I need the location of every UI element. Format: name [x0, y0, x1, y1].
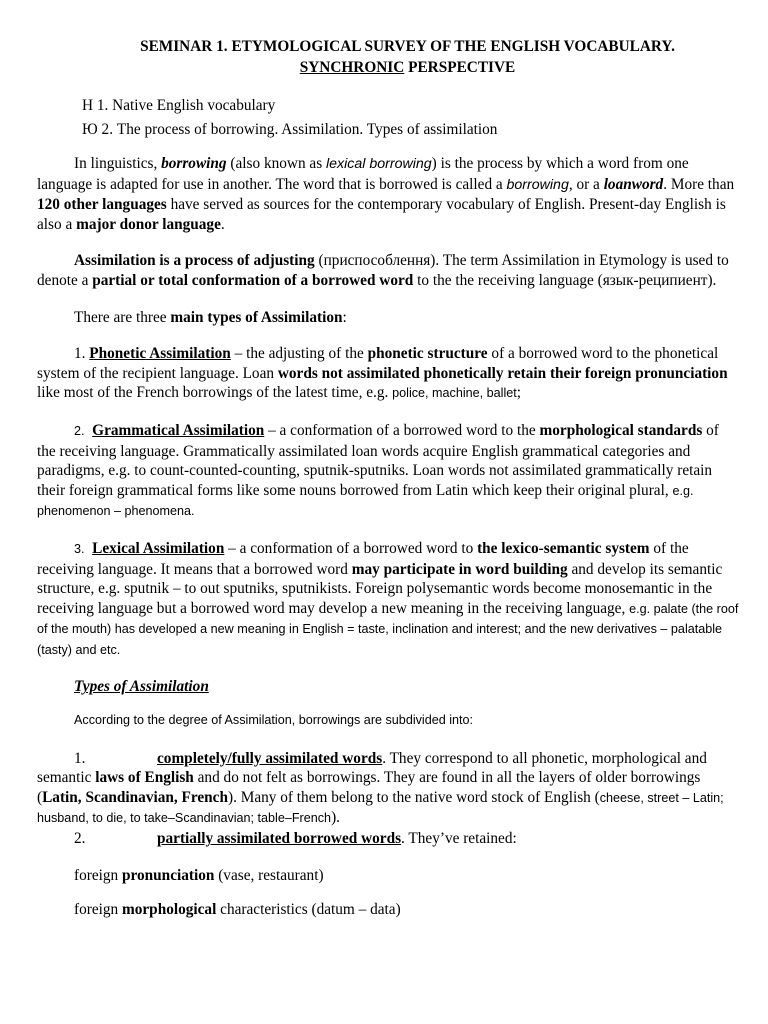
text: (vase, restaurant) — [214, 866, 324, 884]
text: of a borrowed word to the phonetical system of the recipient language. Loan — [37, 345, 719, 382]
bold-conformation: partial or total conformation of a borrowed word — [92, 271, 414, 289]
text: . They’ve retained: — [401, 830, 517, 848]
retained-morphological — [74, 900, 740, 920]
grammatical-assimilation-item — [37, 421, 740, 522]
bold-not-assimilated: words not assimilated phonetically retain their foreign pronunciation — [277, 364, 728, 382]
retained-pronunciation — [74, 866, 740, 886]
types-intro: According to the degree of Assimilation, borrowings are subdivided into: — [74, 713, 474, 728]
bold-phonetic-structure: phonetic structure — [367, 345, 488, 363]
text: have served as sources for the contemporary vocabulary of English. Present-day English is also a — [37, 196, 726, 233]
term-borrowing: borrowing — [161, 155, 227, 172]
text: ). Many of them belong to the native word stock of English ( — [227, 788, 600, 806]
fully-assimilated-item — [37, 749, 740, 829]
partially-assimilated-item — [37, 829, 740, 849]
text: . — [220, 215, 225, 233]
text: . More than — [663, 175, 735, 193]
bold-morphological: morphological standards — [539, 421, 703, 439]
example-text: police, machine, ballet — [392, 386, 517, 401]
item-number: 2. — [74, 830, 86, 848]
bold-morphological-2: morphological — [122, 901, 217, 919]
text: In linguistics, — [74, 155, 162, 172]
text: There are three — [74, 308, 171, 326]
text: to the the receiving language (язык-реципиент). — [413, 271, 717, 289]
term-lexical-borrowing: lexical borrowing — [326, 156, 432, 172]
text: of the receiving language. It means that a borrowed word — [37, 539, 689, 578]
text: ) is the process by which a word from one language is adapted for use in another. The word that is borrowed is called a — [37, 155, 689, 193]
text: and do not felt as borrowings. They are found in all the layers of older borrowings ( — [37, 769, 701, 806]
heading-grammatical: Grammatical Assimilation — [92, 421, 265, 439]
title-line-2 — [75, 57, 740, 78]
bold-laws: laws of English — [95, 769, 194, 787]
title-line-1: SEMINAR 1. ETYMOLOGICAL SURVEY OF THE ENGLISH VOCABULARY. — [140, 38, 675, 55]
topics-list — [37, 95, 740, 141]
item-number: 2. — [74, 423, 85, 438]
item-number: 1. — [74, 749, 86, 767]
example-text: e.g. phenomenon – phenomena. — [37, 483, 694, 519]
term-borrowing-2: borrowing — [506, 176, 569, 193]
text: and develop its semantic structure, e.g. sputnik – to out sputniks, sputnikists. Foreign polysemantic words become monosemantic in the receiving language but a borrowed word may develop a new meaning in the receiving language, — [37, 560, 723, 617]
text: , or a — [568, 175, 604, 193]
example-text: e.g. palate (the roof of the mouth) has developed a new meaning in English = taste, inclination and interest; and the new derivatives – palatable (tasty) and etc. — [37, 601, 739, 657]
bold-main-types: main types of Assimilation — [170, 308, 343, 326]
phonetic-assimilation-item — [37, 344, 740, 404]
heading-phonetic: Phonetic Assimilation — [89, 345, 231, 363]
title-synchronic: SYNCHRONIC — [299, 59, 405, 76]
term-loanword: loanword — [603, 175, 664, 193]
text: ). — [331, 809, 340, 827]
item-number: 1. — [74, 345, 90, 363]
text: : — [342, 308, 347, 326]
bold-languages: 120 other languages — [37, 196, 167, 214]
topic-1: Н 1. Native English vocabulary — [82, 97, 276, 114]
bold-lexico-semantic: the lexico-semantic system — [477, 539, 650, 557]
page-title — [75, 36, 740, 78]
text: – a conformation of a borrowed word to — [224, 539, 478, 557]
bold-pronunciation: pronunciation — [122, 866, 215, 884]
text: – the adjusting of the — [230, 345, 368, 363]
text: like most of the French borrowings of the latest time, e.g. — [37, 384, 393, 402]
text: – a conformation of a borrowed word to the — [264, 421, 540, 439]
bold-assimilation: Assimilation is a process of adjusting — [74, 252, 315, 270]
three-types-paragraph — [37, 308, 740, 328]
lexical-assimilation-item — [37, 539, 740, 661]
types-heading: Types of Assimilation — [74, 678, 209, 696]
bold-word-building: may participate in word building — [351, 560, 568, 578]
borrowing-paragraph — [37, 154, 740, 234]
example-text: cheese, street – Latin; husband, to die, to take–Scandinavian; table–French — [37, 790, 724, 826]
text: (also known as — [226, 155, 326, 172]
text: characteristics (datum – data) — [216, 901, 401, 919]
bold-languages-list: Latin, Scandinavian, French — [42, 788, 228, 806]
title-perspective: PERSPECTIVE — [404, 59, 516, 76]
assimilation-paragraph — [37, 251, 740, 290]
heading-fully-assimilated: completely/fully assimilated words — [157, 749, 383, 767]
bold-donor: major donor language — [76, 215, 221, 233]
text: foreign — [74, 866, 122, 884]
text: . They correspond to all phonetic, morphological and semantic — [37, 749, 707, 787]
text: of the receiving language. Grammatically assimilated loan words acquire English grammatical categories and paradigms, e.g. to count-counted-counting, sputnik-sputniks. Loan words not assimilated grammatically retain their foreign grammatical forms like some nouns borrowed from Latin which keep their original plural, — [37, 421, 719, 499]
topic-2: Ю 2. The process of borrowing. Assimilation. Types of assimilation — [82, 121, 498, 138]
item-number: 3. — [74, 541, 85, 556]
text: foreign — [74, 901, 122, 919]
text: ; — [516, 384, 522, 402]
heading-lexical: Lexical Assimilation — [92, 539, 225, 557]
heading-partially-assimilated: partially assimilated borrowed words — [157, 830, 402, 848]
text: (приспособлення). The term Assimilation in Etymology is used to denote a — [37, 252, 729, 289]
